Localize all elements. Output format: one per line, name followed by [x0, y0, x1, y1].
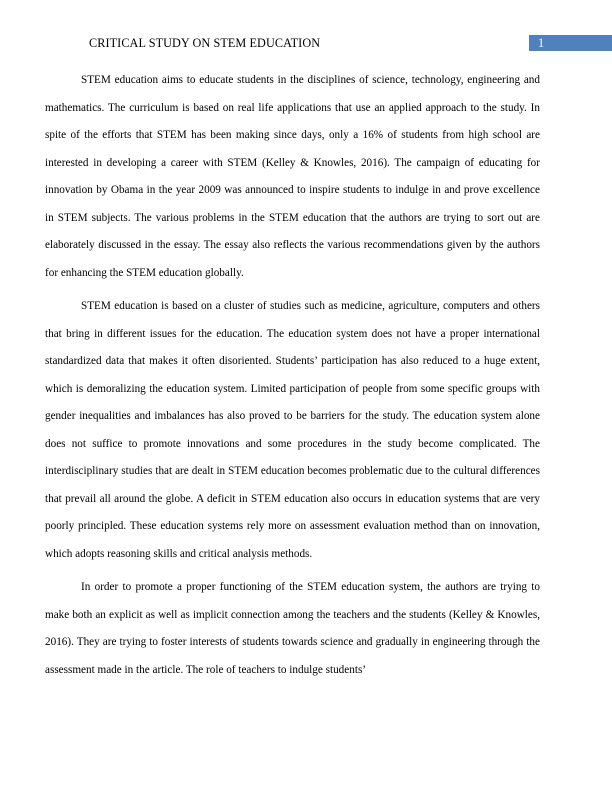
running-header-title: CRITICAL STUDY ON STEM EDUCATION	[89, 36, 321, 50]
page-number-badge	[529, 35, 612, 51]
paragraph-1: STEM education aims to educate students in the disciplines of science, technology, engineering and mathematics. The curriculum is based on real life applications that use an applied approach to the study. In spite of the efforts that STEM has been making since days, only a 16% of students from high school are interested in developing a career with STEM (Kelley & Knowles, 2016). The campaign of educating for innovation by Obama in the year 2009 was announced to inspire students to indulge in and prove excellence in STEM subjects. The various problems in the STEM education that the authors are trying to sort out are elaborately discussed in the essay. The essay also reflects the various recommendations given by the authors for enhancing the STEM education globally.	[45, 74, 540, 279]
page-number: 1	[538, 36, 545, 50]
document-body	[45, 67, 540, 690]
paragraph-3: In order to promote a proper functioning of the STEM education system, the authors are trying to make both an explicit as well as implicit connection among the teachers and the students (Kelley & Knowles, 2016). They are trying to foster interests of students towards science and gradually in engineering through the assessment made in the article. The role of teachers to indulge students’	[45, 581, 540, 676]
paragraph-2: STEM education is based on a cluster of studies such as medicine, agriculture, computers and others that bring in different issues for the education. The education system does not have a proper international standardized data that makes it often disoriented. Students’ participation has also reduced to a huge extent, which is demoralizing the education system. Limited participation of people from some specific groups with gender inequalities and imbalances has also proved to be barriers for the study. The education system alone does not suffice to promote innovations and some procedures in the study become complicated. The interdisciplinary studies that are dealt in STEM education becomes problematic due to the cultural differences that prevail all around the globe. A deficit in STEM education also occurs in education systems that are very poorly principled. These education systems rely more on assessment evaluation method than on innovation, which adopts reasoning skills and critical analysis methods.	[45, 300, 540, 560]
